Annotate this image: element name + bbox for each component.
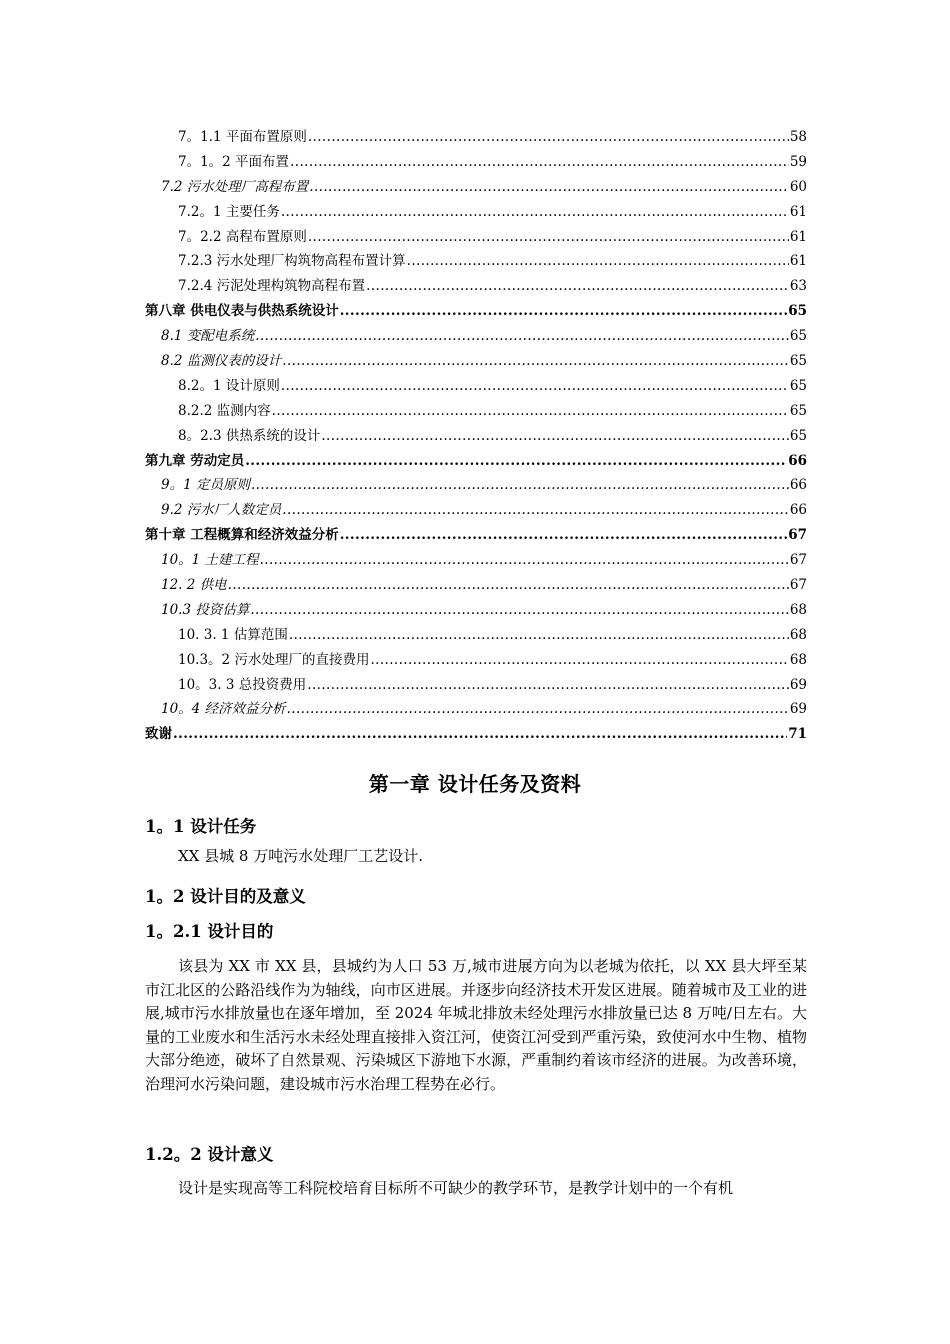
toc-dot-leader [370,648,788,673]
toc-entry[interactable] [145,523,807,548]
toc-entry[interactable] [145,473,807,498]
toc-dot-leader [366,274,789,299]
toc-entry-title: 8.2 监测仪表的设计 [161,353,282,370]
toc-entry[interactable] [145,150,807,175]
toc-entry-page: 68 [789,601,807,618]
toc-entry-page: 66 [789,477,807,494]
toc-entry-page: 65 [789,328,807,345]
toc-entry-page: 61 [789,228,807,245]
toc-dot-leader [290,150,789,175]
toc-entry-title: 7。2.2 高程布置原则 [178,228,307,245]
toc-entry-title: 7.2.4 污泥处理构筑物高程布置 [178,278,366,295]
toc-dot-leader [250,598,788,623]
toc-entry[interactable] [145,598,807,623]
toc-entry[interactable] [145,274,807,299]
toc-dot-leader [281,200,789,225]
toc-dot-leader [245,449,787,474]
toc-entry-page: 58 [789,129,807,145]
toc-entry-title: 10。1 土建工程 [161,552,259,569]
toc-entry-title: 8.2.2 监测内容 [178,402,271,419]
toc-dot-leader [308,225,789,250]
section-1-1-text: XX 县城 8 万吨污水处理厂工艺设计. [178,847,423,865]
toc-entry[interactable] [145,399,807,424]
toc-entry-title: 7。1.1 平面布置原则 [178,129,307,145]
toc-entry[interactable] [145,623,807,648]
toc-entry-page: 61 [789,253,807,270]
toc-dot-leader [407,249,789,274]
toc-entry-title: 第九章 劳动定员 [145,452,245,469]
toc-entry-title: 10.3。2 污水处理厂的直接费用 [178,651,370,668]
toc-entry[interactable] [145,573,807,598]
chapter-title: 第一章 设计任务及资料 [368,772,582,796]
toc-entry-page: 65 [788,303,807,320]
toc-entry-page: 67 [788,527,807,544]
toc-entry-title: 10。4 经济效益分析 [161,701,286,718]
toc-entry-page: 63 [789,278,807,295]
toc-entry-title: 10。3. 3 总投资费用 [178,676,307,693]
section-heading-1-1: 1。1 设计任务 [145,817,257,836]
section-heading-1-2-1: 1。2.1 设计目的 [145,922,274,941]
toc-dot-leader [308,125,789,150]
section-1-2-2-paragraph: 设计是实现高等工科院校培育目标所不可缺少的教学环节，是教学计划中的一个有机 [178,1179,734,1197]
toc-entry[interactable] [145,225,807,250]
toc-entry[interactable] [145,324,807,349]
toc-dot-leader [251,473,789,498]
section-heading-1-2-2: 1.2。2 设计意义 [145,1145,274,1164]
table-of-contents [145,125,807,747]
toc-entry-title: 8.2。1 设计原则 [178,377,280,394]
toc-entry[interactable] [145,299,807,324]
toc-entry[interactable] [145,424,807,449]
toc-entry-title: 10. 3. 1 估算范围 [178,626,288,643]
toc-dot-leader [260,548,789,573]
toc-dot-leader [281,374,789,399]
toc-dot-leader [289,623,789,648]
toc-entry-title: 9.2 污水厂人数定员 [161,502,282,519]
toc-entry[interactable] [145,349,807,374]
section-heading-1-2: 1。2 设计目的及意义 [145,887,306,906]
toc-entry[interactable] [145,200,807,225]
toc-entry[interactable] [145,374,807,399]
toc-entry[interactable] [145,648,807,673]
toc-entry[interactable] [145,498,807,523]
section-1-2-1-paragraph: 该县为 XX 市 XX 县，县城约为人口 53 万,城市进展方向为以老城为依托，以 XX 县大坪至某市江北区的公路沿线作为为轴线，向市区进展。并逐步向经济技术开发区进展。随着城市及工业的进展,城市污水排放量也在逐年增加，至 2024 年城北排放未经处理污水排放量已达 8 万吨/日左右。大量的工业废水和生活污水未经处理直接排入资江河，使资江河受到严重污染，致使河水中生物、植物大部分绝迹，破坏了自然景观、污染城区下游地下水源，严重制约着该市经济的进展。为改善环境，治理河水污染问题，建设城市污水治理工程势在必行。 [145,957,807,1093]
toc-dot-leader [282,498,789,523]
toc-entry-title: 致谢 [145,726,172,743]
toc-entry[interactable] [145,548,807,573]
toc-dot-leader [287,697,789,722]
toc-entry-page: 65 [789,377,807,394]
toc-entry-page: 68 [789,626,807,643]
toc-entry-title: 7.2.3 污水处理厂构筑物高程布置计算 [178,253,406,270]
toc-entry-page: 66 [789,502,807,519]
toc-dot-leader [340,299,788,324]
toc-dot-leader [228,573,789,598]
toc-entry[interactable] [145,697,807,722]
toc-entry-page: 65 [789,402,807,419]
toc-entry-title: 第八章 供电仪表与供热系统设计 [145,303,339,320]
toc-entry[interactable] [145,722,807,747]
toc-entry-title: 7.2。1 主要任务 [178,203,280,220]
toc-entry-page: 68 [789,651,807,668]
toc-entry-page: 67 [789,552,807,569]
toc-entry-page: 60 [789,178,807,195]
toc-dot-leader [282,349,789,374]
toc-dot-leader [340,523,788,548]
toc-entry[interactable] [145,175,807,200]
toc-dot-leader [272,399,789,424]
toc-entry-page: 65 [789,427,807,444]
toc-dot-leader [309,175,789,200]
toc-entry-title: 10.3 投资估算 [161,601,250,618]
toc-entry-title: 7。1。2 平面布置 [178,153,290,170]
toc-entry-title: 第十章 工程概算和经济效益分析 [145,527,339,544]
toc-entry[interactable] [145,449,807,474]
toc-dot-leader [255,324,789,349]
toc-entry[interactable] [145,125,807,150]
toc-entry-page: 69 [789,701,807,718]
toc-dot-leader [173,722,787,747]
toc-entry-page: 67 [789,577,807,594]
toc-entry-title: 12. 2 供电 [161,577,227,594]
toc-dot-leader [307,673,789,698]
toc-entry[interactable] [145,249,807,274]
toc-entry[interactable] [145,673,807,698]
toc-entry-page: 66 [788,452,807,469]
toc-entry-title: 8。2.3 供热系统的设计 [178,427,321,444]
toc-entry-title: 7.2 污水处理厂高程布置 [161,178,309,195]
toc-dot-leader [321,424,788,449]
toc-entry-title: 9。1 定员原则 [161,477,250,494]
toc-entry-title: 8.1 变配电系统 [161,328,255,345]
toc-entry-page: 71 [788,726,807,743]
toc-entry-page: 61 [789,203,807,220]
toc-entry-page: 59 [789,153,807,170]
toc-entry-page: 65 [789,353,807,370]
toc-entry-page: 69 [789,676,807,693]
